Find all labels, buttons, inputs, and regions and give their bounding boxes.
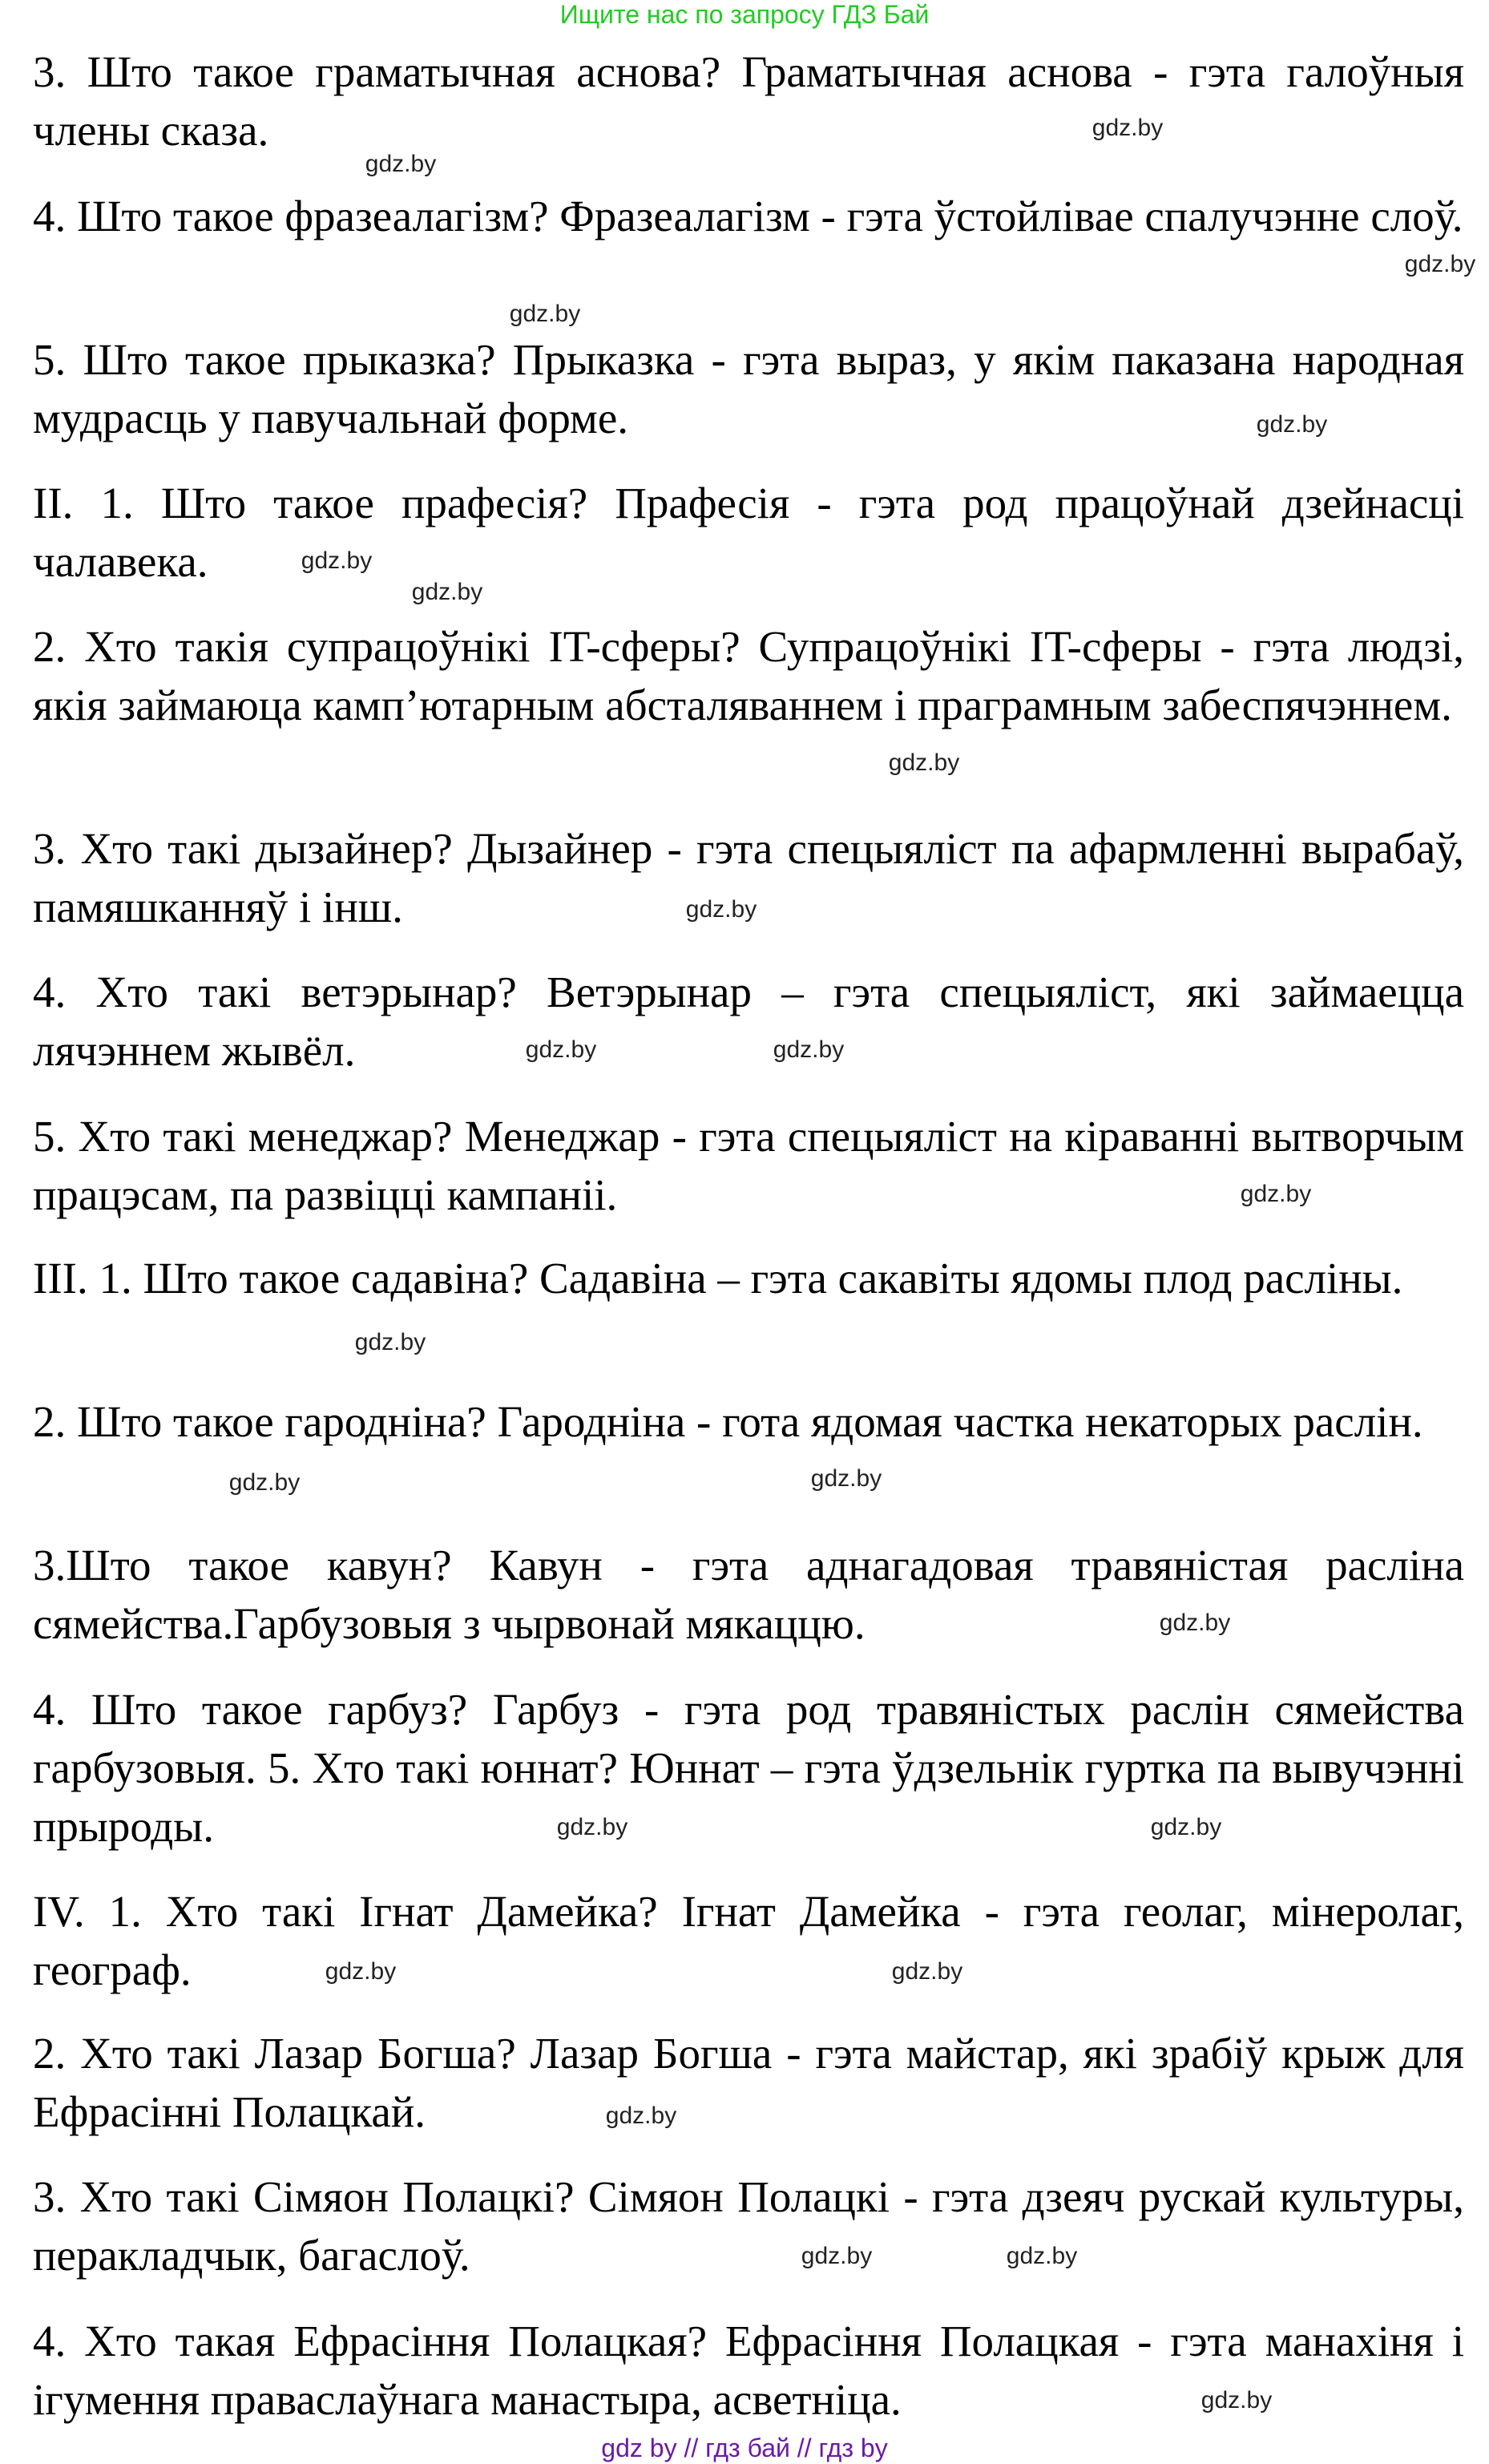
watermark: gdz.by: [1006, 2243, 1078, 2269]
paragraph: 3.Што такое кавун? Кавун - гэта аднагадовая травяністая расліна сямейства.Гарбузовыя з чырвонай мякаццю.: [33, 1541, 1464, 1648]
search-banner: Ищите нас по запросу ГДЗ Бай: [559, 0, 930, 29]
watermark: gdz.by: [354, 1329, 426, 1355]
paragraph: 2. Хто такі Лазар Богша? Лазар Богша - гэта майстар, які зрабіў крыж для Ефрасінні Полацкай.: [33, 2029, 1464, 2136]
watermark: gdz.by: [1404, 251, 1476, 277]
watermark: gdz.by: [325, 1958, 397, 1985]
watermark: gdz.by: [228, 1469, 301, 1496]
watermark: gdz.by: [888, 749, 960, 776]
watermark: gdz.by: [556, 1814, 628, 1840]
watermark: gdz.by: [1159, 1610, 1231, 1636]
watermark: gdz.by: [365, 151, 437, 177]
watermark: gdz.by: [509, 301, 581, 327]
watermark: gdz.by: [1092, 115, 1164, 141]
paragraph: 4. Што такое фразеалагізм? Фразеалагізм - гэта ўстойлівае спалучэнне слоў.: [33, 192, 1463, 240]
watermark: gdz.by: [525, 1036, 597, 1063]
footer-links: gdz by // гдз бай // гдз by: [601, 2434, 888, 2462]
paragraph: 2. Што такое гародніна? Гародніна - гота ядомая частка некаторых раслін.: [33, 1397, 1423, 1446]
watermark: gdz.by: [891, 1958, 963, 1985]
paragraph: 4. Хто такі ветэрынар? Ветэрынар – гэта спецыяліст, які займаецца лячэннем жывёл.: [33, 967, 1464, 1075]
watermark: gdz.by: [1240, 1181, 1312, 1207]
paragraph: 4. Што такое гарбуз? Гарбуз - гэта род травяністых раслін сямейства гарбузовыя. 5. Хто такі юннат? Юннат – гэта ўдзельнік гуртка па вывучэнні прыроды.: [33, 1685, 1464, 1851]
paragraph: II. 1. Што такое прафесія? Прафесія - гэта род працоўнай дзейнасці чалавека.: [33, 479, 1464, 586]
paragraph: IV. 1. Хто такі Ігнат Дамейка? Ігнат Дамейка - гэта геолаг, мінеролаг, географ.: [33, 1887, 1464, 1994]
paragraph: 3. Хто такі дызайнер? Дызайнер - гэта спецыяліст па афармленні вырабаў, памяшканняў і інш.: [33, 824, 1464, 931]
watermark: gdz.by: [801, 2243, 873, 2269]
watermark: gdz.by: [810, 1465, 882, 1492]
paragraph: III. 1. Што такое садавіна? Садавіна – гэта сакавіты ядомы плод расліны.: [33, 1254, 1403, 1303]
watermark: gdz.by: [1200, 2387, 1273, 2414]
watermark: gdz.by: [1150, 1814, 1222, 1840]
watermark: gdz.by: [685, 896, 757, 923]
watermark: gdz.by: [605, 2102, 677, 2129]
watermark: gdz.by: [301, 547, 373, 574]
paragraph: 5. Што такое прыказка? Прыказка - гэта выраз, у якім паказана народная мудрасць у павучальнай форме.: [33, 335, 1464, 442]
paragraph: 3. Што такое граматычная аснова? Граматычная аснова - гэта галоўныя члены сказа.: [33, 47, 1464, 155]
paragraph: 4. Хто такая Ефрасіння Полацкая? Ефрасіння Полацкая - гэта манахіня і ігумення праваслаўнага манастыра, асветніца.: [33, 2317, 1464, 2424]
paragraph: 2. Хто такія супрацоўнікі IT-сферы? Супрацоўнікі IT-сферы - гэта людзі, якія займаюца камп’ютарным абсталяваннем і праграмным забеспячэннем.: [33, 622, 1464, 729]
paragraph: 3. Хто такі Сімяон Полацкі? Сімяон Полацкі - гэта дзеяч рускай культуры, перакладчык, багаслоў.: [33, 2172, 1464, 2280]
paragraph: 5. Хто такі менеджар? Менеджар - гэта спецыяліст на кіраванні вытворчым працэсам, па развіцці кампаніі.: [33, 1112, 1464, 1219]
watermark: gdz.by: [773, 1036, 845, 1063]
watermark: gdz.by: [1256, 411, 1328, 438]
watermark: gdz.by: [411, 579, 483, 605]
